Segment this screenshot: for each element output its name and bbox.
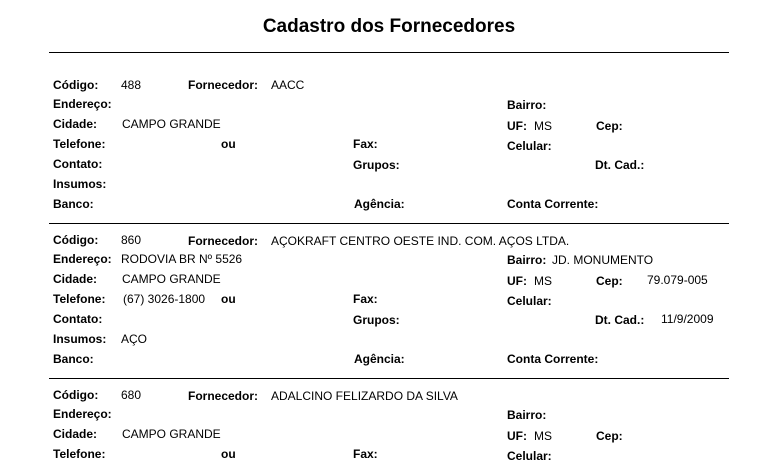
cep-label: Cep:: [596, 429, 623, 443]
supplier-record: [0, 0, 778, 211]
fornecedor-label: Fornecedor:: [188, 389, 259, 403]
fax-label: Fax:: [353, 292, 378, 306]
supplier-record: [0, 310, 778, 470]
cidade-value: CAMPO GRANDE: [122, 272, 221, 286]
codigo-value: 680: [121, 388, 142, 402]
uf-value: MS: [534, 274, 552, 288]
cep-label: Cep:: [596, 274, 623, 288]
fornecedor-value: AACC: [271, 78, 305, 92]
banco-label: Banco:: [53, 352, 94, 366]
agencia-label: Agência:: [354, 197, 405, 211]
cep-label: Cep:: [596, 119, 623, 133]
cidade-value: CAMPO GRANDE: [122, 427, 221, 441]
conta-corrente-label: Conta Corrente:: [507, 352, 599, 366]
cidade-value: CAMPO GRANDE: [122, 117, 221, 131]
agencia-label: Agência:: [354, 352, 405, 366]
dt-cad-value: 11/9/2009: [661, 312, 714, 326]
bairro-label: Bairro:: [507, 98, 547, 112]
uf-value: MS: [534, 119, 552, 133]
cidade-label: Cidade:: [53, 427, 98, 441]
dt-cad-label: Dt. Cad.:: [595, 313, 645, 327]
insumos-label: Insumos:: [53, 177, 107, 191]
ou-label: ou: [221, 292, 236, 306]
bairro-value: JD. MONUMENTO: [552, 253, 654, 267]
endereco-label: Endereço:: [53, 407, 112, 421]
fornecedor-value: AÇOKRAFT CENTRO OESTE IND. COM. AÇOS LTDA.: [271, 234, 570, 248]
conta-corrente-label: Conta Corrente:: [507, 197, 599, 211]
bairro-label: Bairro:: [507, 253, 547, 267]
telefone-value: (67) 3026-1800: [123, 292, 206, 306]
endereco-label: Endereço:: [53, 252, 112, 266]
codigo-label: Código:: [53, 233, 99, 247]
banco-label: Banco:: [53, 197, 94, 211]
bairro-label: Bairro:: [507, 408, 547, 422]
codigo-value: 860: [121, 233, 142, 247]
supplier-record: [0, 155, 778, 366]
insumos-value: AÇO: [121, 332, 148, 346]
dt-cad-label: Dt. Cad.:: [595, 158, 645, 172]
fornecedor-label: Fornecedor:: [188, 78, 259, 92]
codigo-label: Código:: [53, 388, 99, 402]
cidade-label: Cidade:: [53, 117, 98, 131]
ou-label: ou: [221, 447, 236, 461]
telefone-label: Telefone:: [53, 292, 106, 306]
codigo-value: 488: [121, 78, 142, 92]
celular-label: Celular:: [507, 139, 552, 153]
uf-label: UF:: [507, 119, 527, 133]
fax-label: Fax:: [353, 447, 378, 461]
fax-label: Fax:: [353, 137, 378, 151]
endereco-value: RODOVIA BR Nº 5526: [121, 252, 243, 266]
cidade-label: Cidade:: [53, 272, 98, 286]
codigo-label: Código:: [53, 78, 99, 92]
fornecedor-value: ADALCINO FELIZARDO DA SILVA: [271, 389, 458, 403]
cep-value: 79.079-005: [647, 273, 708, 287]
uf-label: UF:: [507, 274, 527, 288]
fornecedor-label: Fornecedor:: [188, 234, 259, 248]
ou-label: ou: [221, 137, 236, 151]
endereco-label: Endereço:: [53, 97, 112, 111]
contato-label: Contato:: [53, 157, 103, 171]
report-title: Cadastro dos Fornecedores: [262, 16, 516, 37]
celular-label: Celular:: [507, 294, 552, 308]
celular-label: Celular:: [507, 449, 552, 463]
telefone-label: Telefone:: [53, 137, 106, 151]
insumos-label: Insumos:: [53, 332, 107, 346]
grupos-label: Grupos:: [353, 158, 400, 172]
uf-value: MS: [534, 429, 552, 443]
contato-label: Contato:: [53, 312, 103, 326]
grupos-label: Grupos:: [353, 313, 400, 327]
uf-label: UF:: [507, 429, 527, 443]
telefone-label: Telefone:: [53, 447, 106, 461]
